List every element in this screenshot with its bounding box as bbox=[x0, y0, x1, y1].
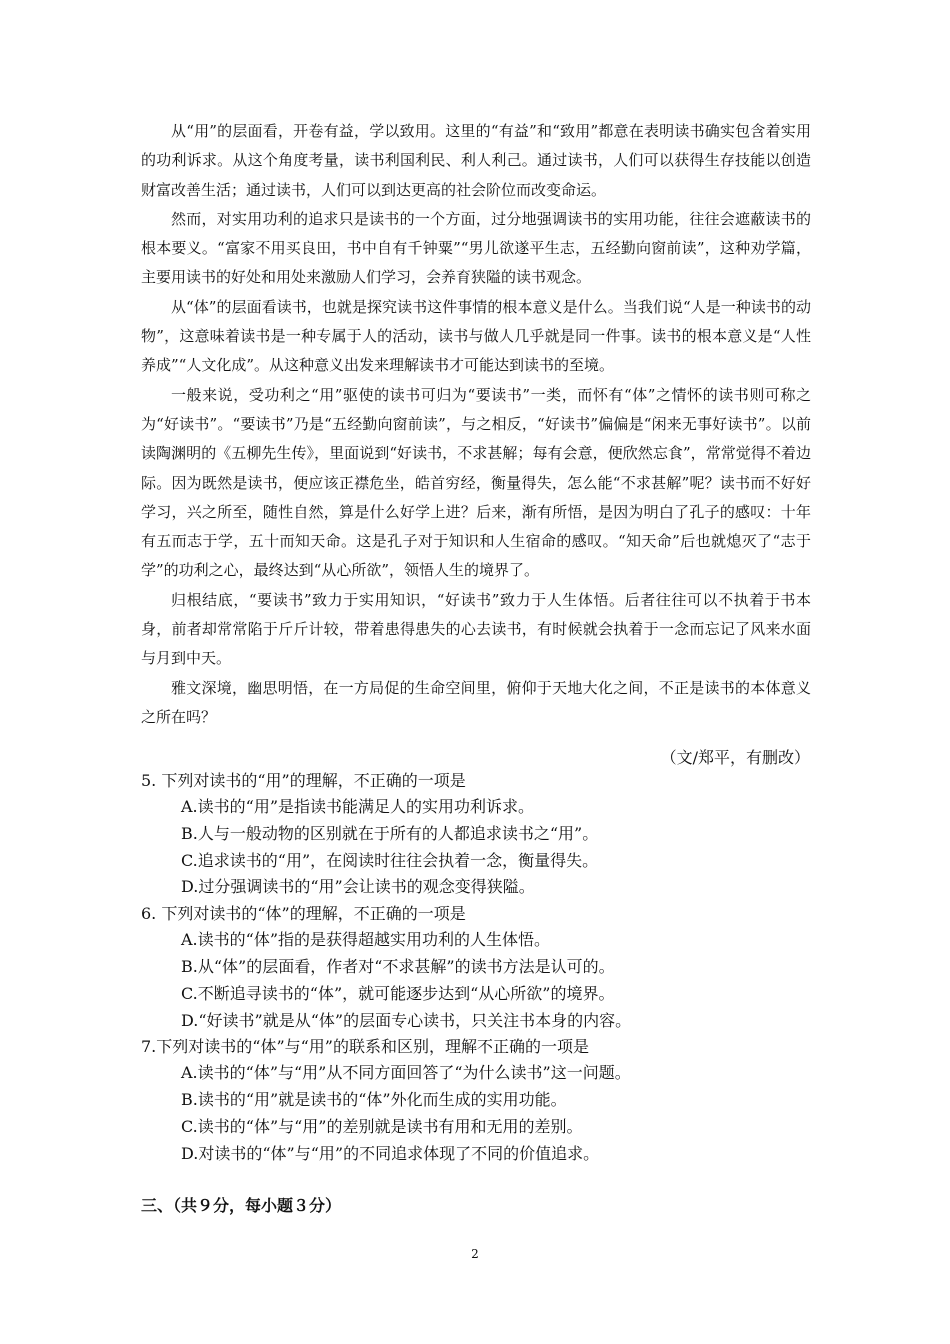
option-a: A.读书的“用”是指读书能满足人的实用功利诉求。 bbox=[181, 797, 535, 816]
passage-paragraph: 然而，对实用功利的追求只是读书的一个方面，过分地强调读书的实用功能，往往会遮蔽读书的根本要义。“富家不用买良田，书中自有千钟粟”“男儿欲遂平生志，五经勤向窗前读”，这种劝学篇，主要用读书的好处和用处来激励人们学习，会养育狭隘的读书观念。 bbox=[141, 209, 811, 287]
option-list bbox=[141, 927, 821, 1034]
passage-paragraph: 从“体”的层面看读书，也就是探究读书这件事情的根本意义是什么。当我们说“人是一种读书的动物”，这意味着读书是一种专属于人的活动，读书与做人几乎就是同一件事。读书的根本意义是“人性养成”“人文化成”。从这种意义出发来理解读书才可能达到读书的至境。 bbox=[141, 297, 811, 375]
question-5 bbox=[141, 768, 821, 901]
option-d: D.过分强调读书的“用”会让读书的观念变得狭隘。 bbox=[181, 877, 535, 897]
option-c: C.不断追寻读书的“体”，就可能逐步达到“从心所欲”的境界。 bbox=[181, 983, 615, 1003]
option-a: A.读书的“体”指的是获得超越实用功利的人生体悟。 bbox=[181, 930, 551, 950]
passage-paragraph: 从“用”的层面看，开卷有益，学以致用。这里的“有益”和“致用”都意在表明读书确实包含着实用的功利诉求。从这个角度考量，读书利国利民、利人利己。通过读书，人们可以获得生存技能以创造财富改善生活；通过读书，人们可以到达更高的社会阶位而改变命运。 bbox=[141, 122, 811, 199]
page-number: 2 bbox=[471, 1247, 479, 1261]
question-stem: 7.下列对读书的“体”与“用”的联系和区别，理解不正确的一项是 bbox=[141, 1037, 589, 1057]
option-b: B.读书的“用”就是读书的“体”外化而生成的实用功能。 bbox=[181, 1090, 567, 1110]
question-6 bbox=[141, 901, 821, 1034]
reading-passage bbox=[141, 117, 811, 732]
option-d: D.对读书的“体”与“用”的不同追求体现了不同的价值追求。 bbox=[181, 1143, 600, 1163]
option-c: C.读书的“体”与“用”的差别就是读书有用和无用的差别。 bbox=[181, 1116, 583, 1136]
option-b: B.从“体”的层面看，作者对“不求甚解”的读书方法是认可的。 bbox=[181, 956, 615, 976]
passage-paragraph: 雅文深境，幽思明悟，在一方局促的生命空间里，俯仰于天地大化之间，不正是读书的本体意义之所在吗？ bbox=[141, 678, 811, 726]
option-a: A.读书的“体”与“用”从不同方面回答了“为什么读书”这一问题。 bbox=[181, 1063, 631, 1083]
section-heading: 三、（共９分，每小题３分） bbox=[141, 1196, 342, 1215]
option-d: D.“好读书”就是从“体”的层面专心读书，只关注书本身的内容。 bbox=[181, 1010, 632, 1030]
question-7 bbox=[141, 1034, 821, 1167]
question-stem: 5. 下列对读书的“用”的理解，不正确的一项是 bbox=[141, 771, 466, 790]
passage-paragraph: 一般来说，受功利之“用”驱使的读书可归为“要读书”一类，而怀有“体”之情怀的读书则可称之为“好读书”。“要读书”乃是“五经勤向窗前读”，与之相反，“好读书”偏偏是“闲来无事好读书”。以前读陶渊明的《五柳先生传》，里面说到“好读书，不求甚解；每有会意，便欣然忘食”，常常觉得不着边际。因为既然是读书，便应该正襟危坐，皓首穷经，衡量得失，怎么能“不求甚解”呢？读书而不好好学习，兴之所至，随性自然，算是什么好学上进？后来，渐有所悟，是因为明白了孔子的感叹：十年有五而志于学，五十而知天命。这是孔子对于知识和人生宿命的感叹。“知天命”后也就熄灭了“志于学”的功利之心，最终达到“从心所欲”，领悟人生的境界了。 bbox=[141, 385, 811, 580]
option-list bbox=[141, 1060, 821, 1167]
option-list bbox=[141, 794, 821, 901]
passage-attribution: （文/郑平，有删改） bbox=[660, 748, 810, 767]
option-b: B.人与一般动物的区别就在于所有的人都追求读书之“用”。 bbox=[181, 823, 599, 843]
passage-paragraph: 归根结底，“要读书”致力于实用知识，“好读书”致力于人生体悟。后者往往可以不执着于书本身，前者却常常陷于斤斤计较，带着患得患失的心去读书，有时候就会执着于一念而忘记了风来水面与月到中天。 bbox=[141, 590, 811, 668]
option-c: C.追求读书的“用”，在阅读时往往会执着一念，衡量得失。 bbox=[181, 850, 599, 870]
question-stem: 6. 下列对读书的“体”的理解，不正确的一项是 bbox=[141, 904, 466, 924]
question-list bbox=[141, 768, 821, 1168]
